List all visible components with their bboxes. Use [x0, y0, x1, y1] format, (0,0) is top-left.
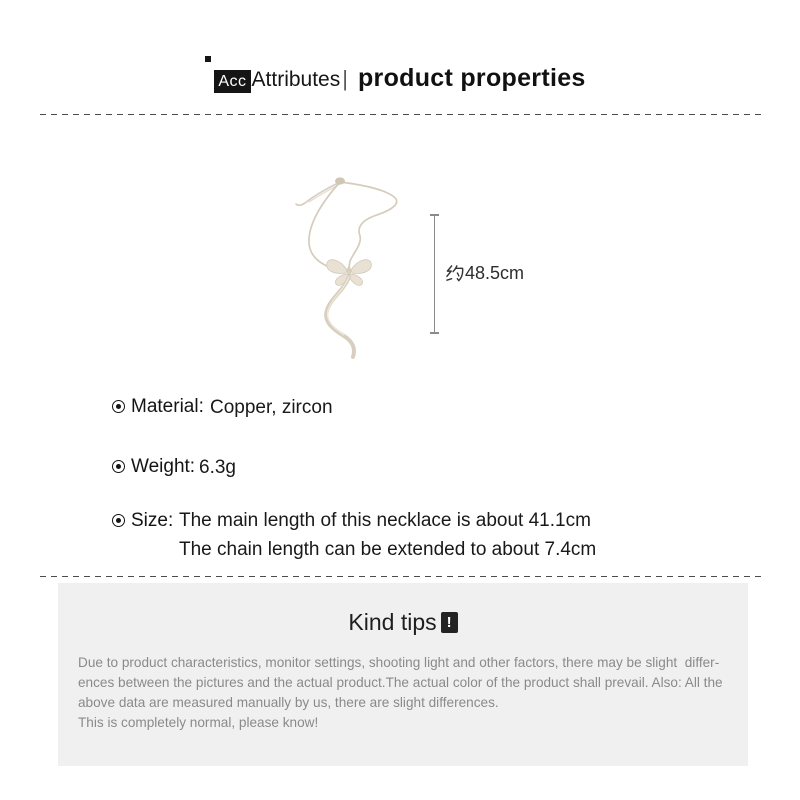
spec-row-weight	[0, 456, 800, 518]
material-value: Copper, zircon	[210, 397, 333, 418]
spec-row-size	[0, 510, 800, 572]
clasp-bead	[335, 177, 345, 184]
corner-square-icon	[205, 56, 211, 62]
size-value-line1: The main length of this necklace is about 41.1cm	[179, 510, 591, 531]
tips-line: ences between the pictures and the actual product.The actual color of the product shall prevail. Also: All the	[78, 675, 723, 690]
acc-badge: Acc	[214, 70, 250, 93]
size-value-line2: The chain length can be extended to about 7.4cm	[179, 539, 597, 560]
necklace-product-image	[282, 160, 422, 365]
page-title: product properties	[357, 64, 586, 92]
spec-row-material	[0, 396, 800, 458]
dimension-value: 48.5cm	[465, 263, 525, 283]
radio-bullet-icon	[112, 460, 125, 473]
kind-tips-panel	[58, 583, 748, 766]
material-label: Material:	[131, 396, 204, 417]
tips-line: above data are measured manually by us, there are slight differences.	[78, 695, 499, 710]
attributes-label: Attributes	[251, 68, 341, 91]
approx-cjk-glyph	[445, 264, 464, 283]
radio-bullet-icon	[112, 400, 125, 413]
dashed-divider-top	[40, 114, 766, 115]
dashed-divider-bottom	[40, 576, 766, 577]
dimension-label	[445, 263, 524, 284]
kind-tips-title: Kind tips	[348, 609, 437, 635]
weight-label: Weight:	[131, 456, 196, 477]
size-label: Size:	[131, 510, 174, 531]
acc-badge-wrap	[214, 70, 250, 93]
tassel-drop	[326, 277, 354, 357]
radio-bullet-icon	[112, 514, 125, 527]
weight-value: 6.3g	[199, 457, 236, 478]
dimension-line	[430, 214, 439, 334]
page-header	[0, 64, 800, 108]
kind-tips-title-row	[58, 609, 748, 636]
tips-line: Due to product characteristics, monitor settings, shooting light and other factors, there may be slight differ-	[78, 655, 720, 670]
tips-line: This is completely normal, please know!	[78, 715, 319, 730]
kind-tips-text	[78, 653, 736, 733]
header-separator: |	[342, 66, 348, 91]
exclamation-icon: !	[441, 612, 458, 633]
